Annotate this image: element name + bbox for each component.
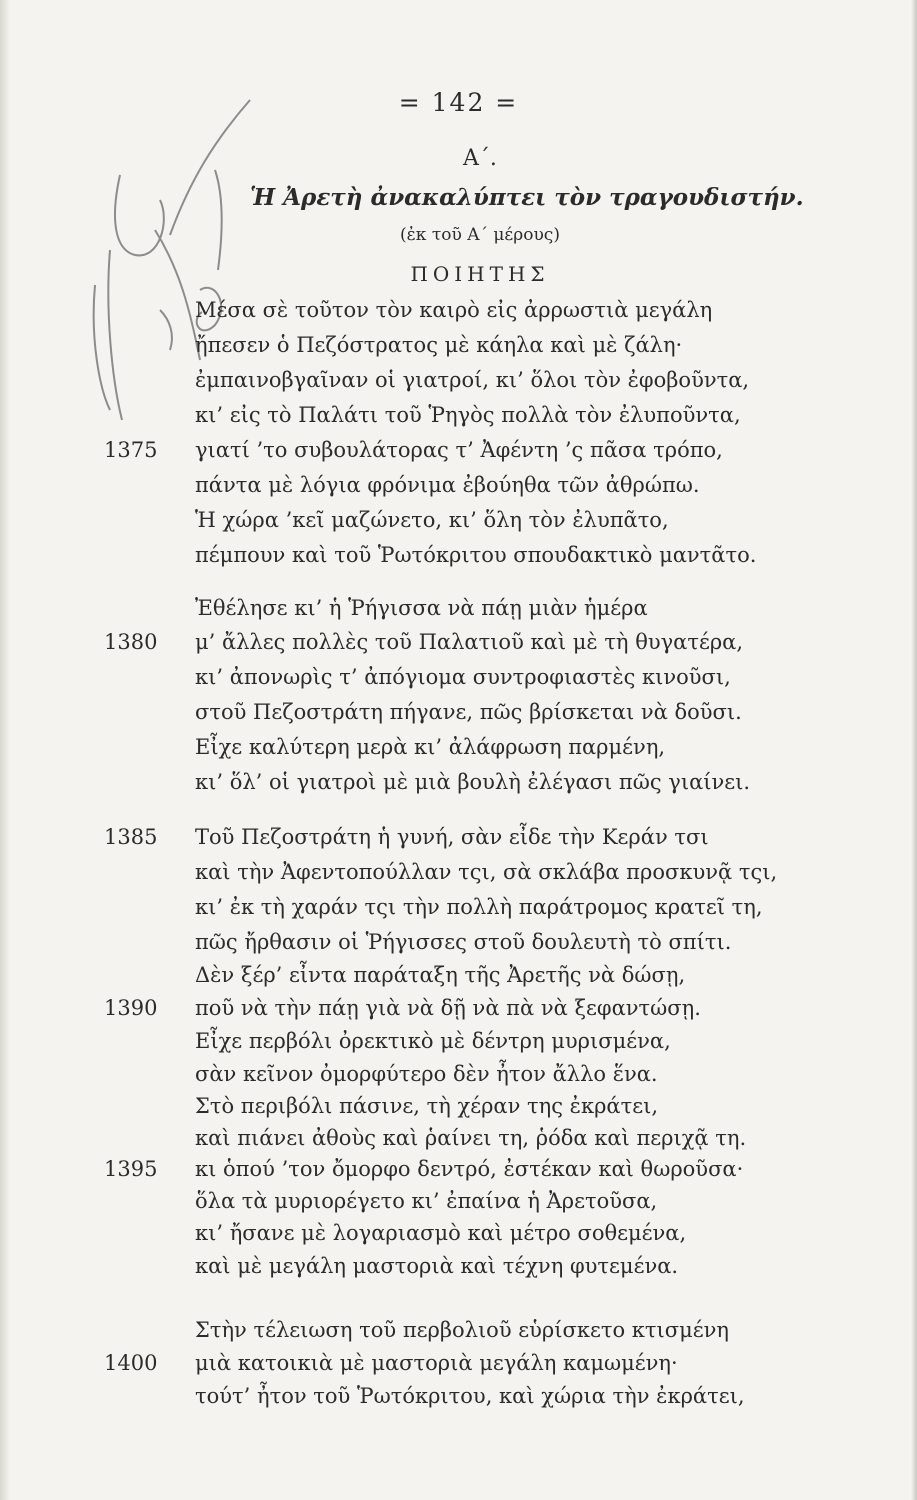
verse-line: κι’ ἤσανε μὲ λογαριασμὸ καὶ μέτρο σοθεμένα, bbox=[195, 1221, 687, 1245]
verse-line: ποῦ νὰ τὴν πάῃ γιὰ νὰ δῇ νὰ πὰ νὰ ξεφαντώσῃ. bbox=[195, 996, 701, 1020]
verse-line: σὰν κεῖνον ὀμορφύτερο δὲν ἦτον ἄλλο ἕνα. bbox=[195, 1062, 658, 1086]
verse-line: τούτ’ ἦτον τοῦ Ῥωτόκριτου, καὶ χώρια τὴν ἐκράτει, bbox=[195, 1384, 745, 1408]
verse-line: κι’ ἀπονωρὶς τ’ ἀπόγιομα συντροφιαστὲς κινοῦσι, bbox=[195, 665, 731, 689]
verse-line: κι’ ὅλ’ οἱ γιατροὶ μὲ μιὰ βουλὴ ἐλέγασι πῶς γιαίνει. bbox=[195, 770, 751, 794]
verse-line: πάντα μὲ λόγια φρόνιμα ἐβούηθα τῶν ἀθρώπω. bbox=[195, 473, 700, 497]
verse-line: μιὰ κατοικιὰ μὲ μαστοριὰ μεγάλη καμωμένη· bbox=[195, 1351, 678, 1375]
verse-line: Εἶχε καλύτερη μερὰ κι’ ἀλάφρωση παρμένη, bbox=[195, 735, 666, 759]
line-number-1375: 1375 bbox=[104, 438, 158, 462]
verse-line: Ἐθέλησε κι’ ἡ Ῥήγισσα νὰ πάῃ μιὰν ἡμέρα bbox=[195, 596, 648, 620]
verse-line: πῶς ἤρθασιν οἱ Ῥήγισσες στοῦ δουλευτὴ τὸ σπίτι. bbox=[195, 930, 732, 954]
verse-line: πέμπουν καὶ τοῦ Ῥωτόκριτου σπουδακτικὸ μαντᾶτο. bbox=[195, 543, 757, 567]
section-title: Ἡ Ἀρετὴ ἀνακαλύπτει τὸν τραγουδιστήν. bbox=[250, 184, 804, 211]
verse-line: στοῦ Πεζοστράτη πήγανε, πῶς βρίσκεται νὰ δοῦσι. bbox=[195, 700, 742, 724]
line-number-1400: 1400 bbox=[104, 1351, 158, 1375]
line-number-1385: 1385 bbox=[104, 825, 158, 849]
verse-line: ἐμπαινοβγαῖναν οἱ γιατροί, κι’ ὅλοι τὸν ἐφοβοῦντα, bbox=[195, 368, 750, 392]
line-number-1390: 1390 bbox=[104, 996, 158, 1020]
verse-line: γιατί ’το συβουλάτορας τ’ Ἀφέντη ’ς πᾶσα τρόπο, bbox=[195, 438, 723, 462]
verse-line: Εἶχε περβόλι ὀρεκτικὸ μὲ δέντρη μυρισμένα, bbox=[195, 1029, 671, 1053]
verse-line: κι’ ἐκ τὴ χαράν τςι τὴν πολλὴ παράτρομος κρατεῖ τη, bbox=[195, 895, 763, 919]
verse-line: καὶ τὴν Ἀφεντοπούλλαν τςι, σὰ σκλάβα προσκυνᾷ τςι, bbox=[195, 860, 778, 884]
verse-line: Τοῦ Πεζοστράτη ἡ γυνή, σὰν εἶδε τὴν Κεράν τσι bbox=[195, 825, 709, 849]
line-number-1395: 1395 bbox=[104, 1157, 158, 1181]
verse-line: Μέσα σὲ τοῦτον τὸν καιρὸ εἰς ἀρρωστιὰ μεγάλη bbox=[195, 298, 713, 322]
page-number: = 142 = bbox=[398, 88, 519, 117]
speaker-heading: ΠΟΙΗΤΗΣ bbox=[410, 262, 550, 286]
verse-line: ἤπεσεν ὁ Πεζόστρατος μὲ κάηλα καὶ μὲ ζάλη· bbox=[195, 333, 683, 357]
verse-line: καὶ πιάνει ἀθοὺς καὶ ῥαίνει τη, ῥόδα καὶ περιχᾷ τη. bbox=[195, 1126, 747, 1150]
section-source: (ἐκ τοῦ Α΄ μέρους) bbox=[400, 225, 560, 245]
verse-line: καὶ μὲ μεγάλη μαστοριὰ καὶ τέχνη φυτεμένα. bbox=[195, 1254, 679, 1278]
verse-line: κι’ εἰς τὸ Παλάτι τοῦ Ῥηγὸς πολλὰ τὸν ἐλυποῦντα, bbox=[195, 403, 741, 427]
verse-line: Στὴν τέλειωση τοῦ περβολιοῦ εὑρίσκετο κτισμένη bbox=[195, 1318, 729, 1342]
section-mark: Α΄. bbox=[463, 146, 497, 171]
line-number-1380: 1380 bbox=[104, 630, 158, 654]
verse-line: Ἡ χώρα ’κεῖ μαζώνετο, κι’ ὅλη τὸν ἐλυπᾶτο, bbox=[195, 508, 669, 532]
verse-line: κι ὁπού ’τον ὄμορφο δεντρό, ἐστέκαν καὶ θωροῦσα· bbox=[195, 1157, 744, 1181]
verse-line: ὅλα τὰ μυριορέγετο κι’ ἐπαίνα ἡ Ἀρετοῦσα, bbox=[195, 1189, 658, 1213]
verse-line: μ’ ἄλλες πολλὲς τοῦ Παλατιοῦ καὶ μὲ τὴ θυγατέρα, bbox=[195, 630, 744, 654]
verse-line: Δὲν ξέρ’ εἶντα παράταξη τῆς Ἀρετῆς νὰ δώσῃ, bbox=[195, 963, 686, 987]
verse-line: Στὸ περιβόλι πάσινε, τὴ χέραν της ἐκράτει, bbox=[195, 1094, 659, 1118]
